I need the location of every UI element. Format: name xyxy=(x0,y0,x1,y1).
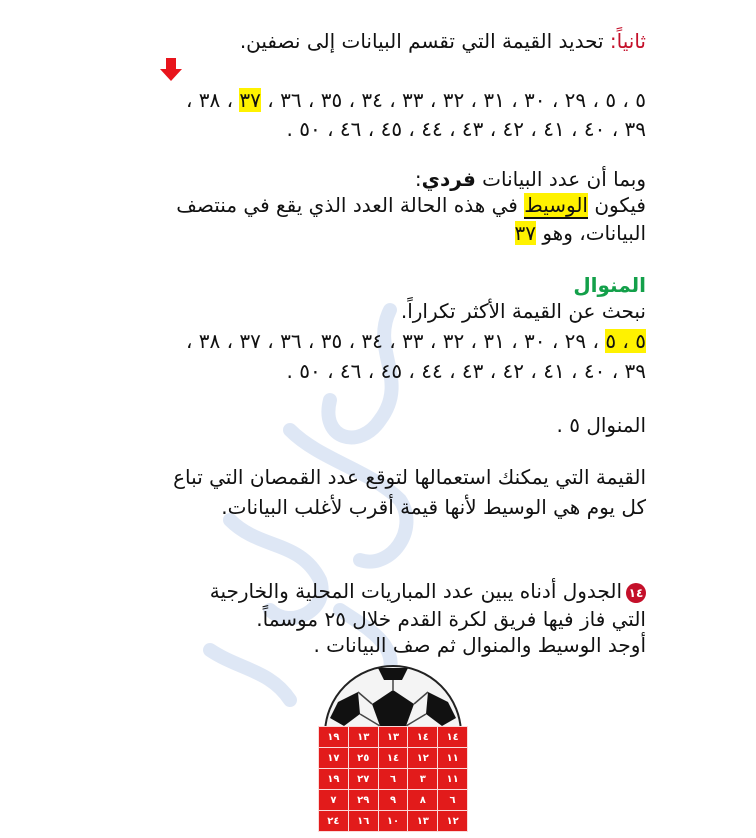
mode-value-highlight: ٥ ، ٥ xyxy=(605,329,646,353)
table-row xyxy=(319,727,468,748)
soccer-ball-icon xyxy=(318,662,468,732)
table-cell: ٢٥ xyxy=(348,748,378,769)
table-row xyxy=(319,769,468,790)
median-result-highlight: ٣٧ xyxy=(514,221,536,245)
table-cell: ١٠ xyxy=(378,811,408,832)
table-cell: ٣ xyxy=(408,769,438,790)
table-cell: ١٧ xyxy=(319,748,349,769)
table-cell: ١٣ xyxy=(348,727,378,748)
table-cell: ١١ xyxy=(438,769,468,790)
median-term-highlight: الوسيط xyxy=(524,193,588,217)
table-cell: ١٩ xyxy=(319,769,349,790)
table-cell: ٧ xyxy=(319,790,349,811)
mode-list-rest: ، ٢٩ ، ٣٠ ، ٣١ ، ٣٢ ، ٣٣ ، ٣٤ ، ٣٥ ، ٣٦ ، ٣٧ ، ٣٨ ، xyxy=(185,329,606,353)
conclusion-line-2: كل يوم هي الوسيط لأنها قيمة أقرب لأغلب البيانات. xyxy=(221,495,646,519)
table-cell: ١٩ xyxy=(319,727,349,748)
sorted-list-line-2: ٣٩ ، ٤٠ ، ٤١ ، ٤٢ ، ٤٣ ، ٤٤ ، ٤٥ ، ٤٦ ، ٥٠ . xyxy=(286,117,646,141)
table-cell: ١٣ xyxy=(408,811,438,832)
sorted-list-before: ٥ ، ٥ ، ٢٩ ، ٣٠ ، ٣١ ، ٣٢ ، ٣٣ ، ٣٤ ، ٣٥ ، ٣٦ ، xyxy=(260,88,646,112)
table-cell: ١٢ xyxy=(438,811,468,832)
part2-label: ثانياً: xyxy=(609,29,646,53)
table-cell: ٩ xyxy=(378,790,408,811)
odd-count-suffix: : xyxy=(414,167,422,191)
mode-result: المنوال ٥ . xyxy=(556,413,646,437)
median-sentence-line-1 xyxy=(176,192,646,218)
down-arrow-icon xyxy=(160,58,182,82)
table-cell: ١٤ xyxy=(378,748,408,769)
odd-word: فردي xyxy=(421,167,476,191)
median-line2-text: البيانات، وهو xyxy=(535,221,646,245)
table-cell: ١٤ xyxy=(438,727,468,748)
problem14-line-2: التي فاز فيها فريق لكرة القدم خلال ٢٥ موسماً. xyxy=(256,607,646,631)
part2-heading xyxy=(240,28,646,54)
table-cell: ١٢ xyxy=(408,748,438,769)
table-cell: ١٣ xyxy=(378,727,408,748)
mode-heading: المنوال xyxy=(573,273,646,297)
sorted-list-after: ، ٣٨ ، xyxy=(185,88,240,112)
mode-list-line-2: ٣٩ ، ٤٠ ، ٤١ ، ٤٢ ، ٤٣ ، ٤٤ ، ٤٥ ، ٤٦ ، ٥٠ . xyxy=(286,359,646,383)
conclusion-line-1: القيمة التي يمكنك استعمالها لتوقع عدد القمصان التي تباع xyxy=(173,465,646,489)
table-cell: ٦ xyxy=(438,790,468,811)
part2-text: تحديد القيمة التي تقسم البيانات إلى نصفين. xyxy=(239,29,604,53)
odd-count-statement xyxy=(415,166,646,192)
table-cell: ١٤ xyxy=(408,727,438,748)
median-sentence-line-2 xyxy=(515,220,647,246)
table-cell: ٢٧ xyxy=(348,769,378,790)
median-part2: في هذه الحالة العدد الذي يقع في منتصف xyxy=(176,193,525,217)
sorted-list-line-1 xyxy=(186,87,646,113)
median-part1: فيكون xyxy=(587,193,646,217)
table-row xyxy=(319,748,468,769)
problem-number-badge: ١٤ xyxy=(626,583,646,603)
table-cell: ٢٩ xyxy=(348,790,378,811)
odd-count-prefix: وبما أن عدد البيانات xyxy=(475,167,646,191)
table-row xyxy=(319,811,468,832)
median-value-highlight: ٣٧ xyxy=(239,88,261,112)
table-cell: ٨ xyxy=(408,790,438,811)
problem14-line-1 xyxy=(210,578,646,604)
table-cell: ١١ xyxy=(438,748,468,769)
problem14-line-3: أوجد الوسيط والمنوال ثم صف البيانات . xyxy=(313,633,646,657)
table-row xyxy=(319,790,468,811)
mode-search-text: نبحث عن القيمة الأكثر تكراراً. xyxy=(400,299,646,323)
table-cell: ٢٤ xyxy=(319,811,349,832)
mode-list-line-1 xyxy=(186,328,646,354)
problem14-text-1: الجدول أدناه يبين عدد المباريات المحلية والخارجية xyxy=(209,579,622,603)
table-cell: ٦ xyxy=(378,769,408,790)
table-cell: ١٦ xyxy=(348,811,378,832)
wins-table xyxy=(318,726,468,832)
